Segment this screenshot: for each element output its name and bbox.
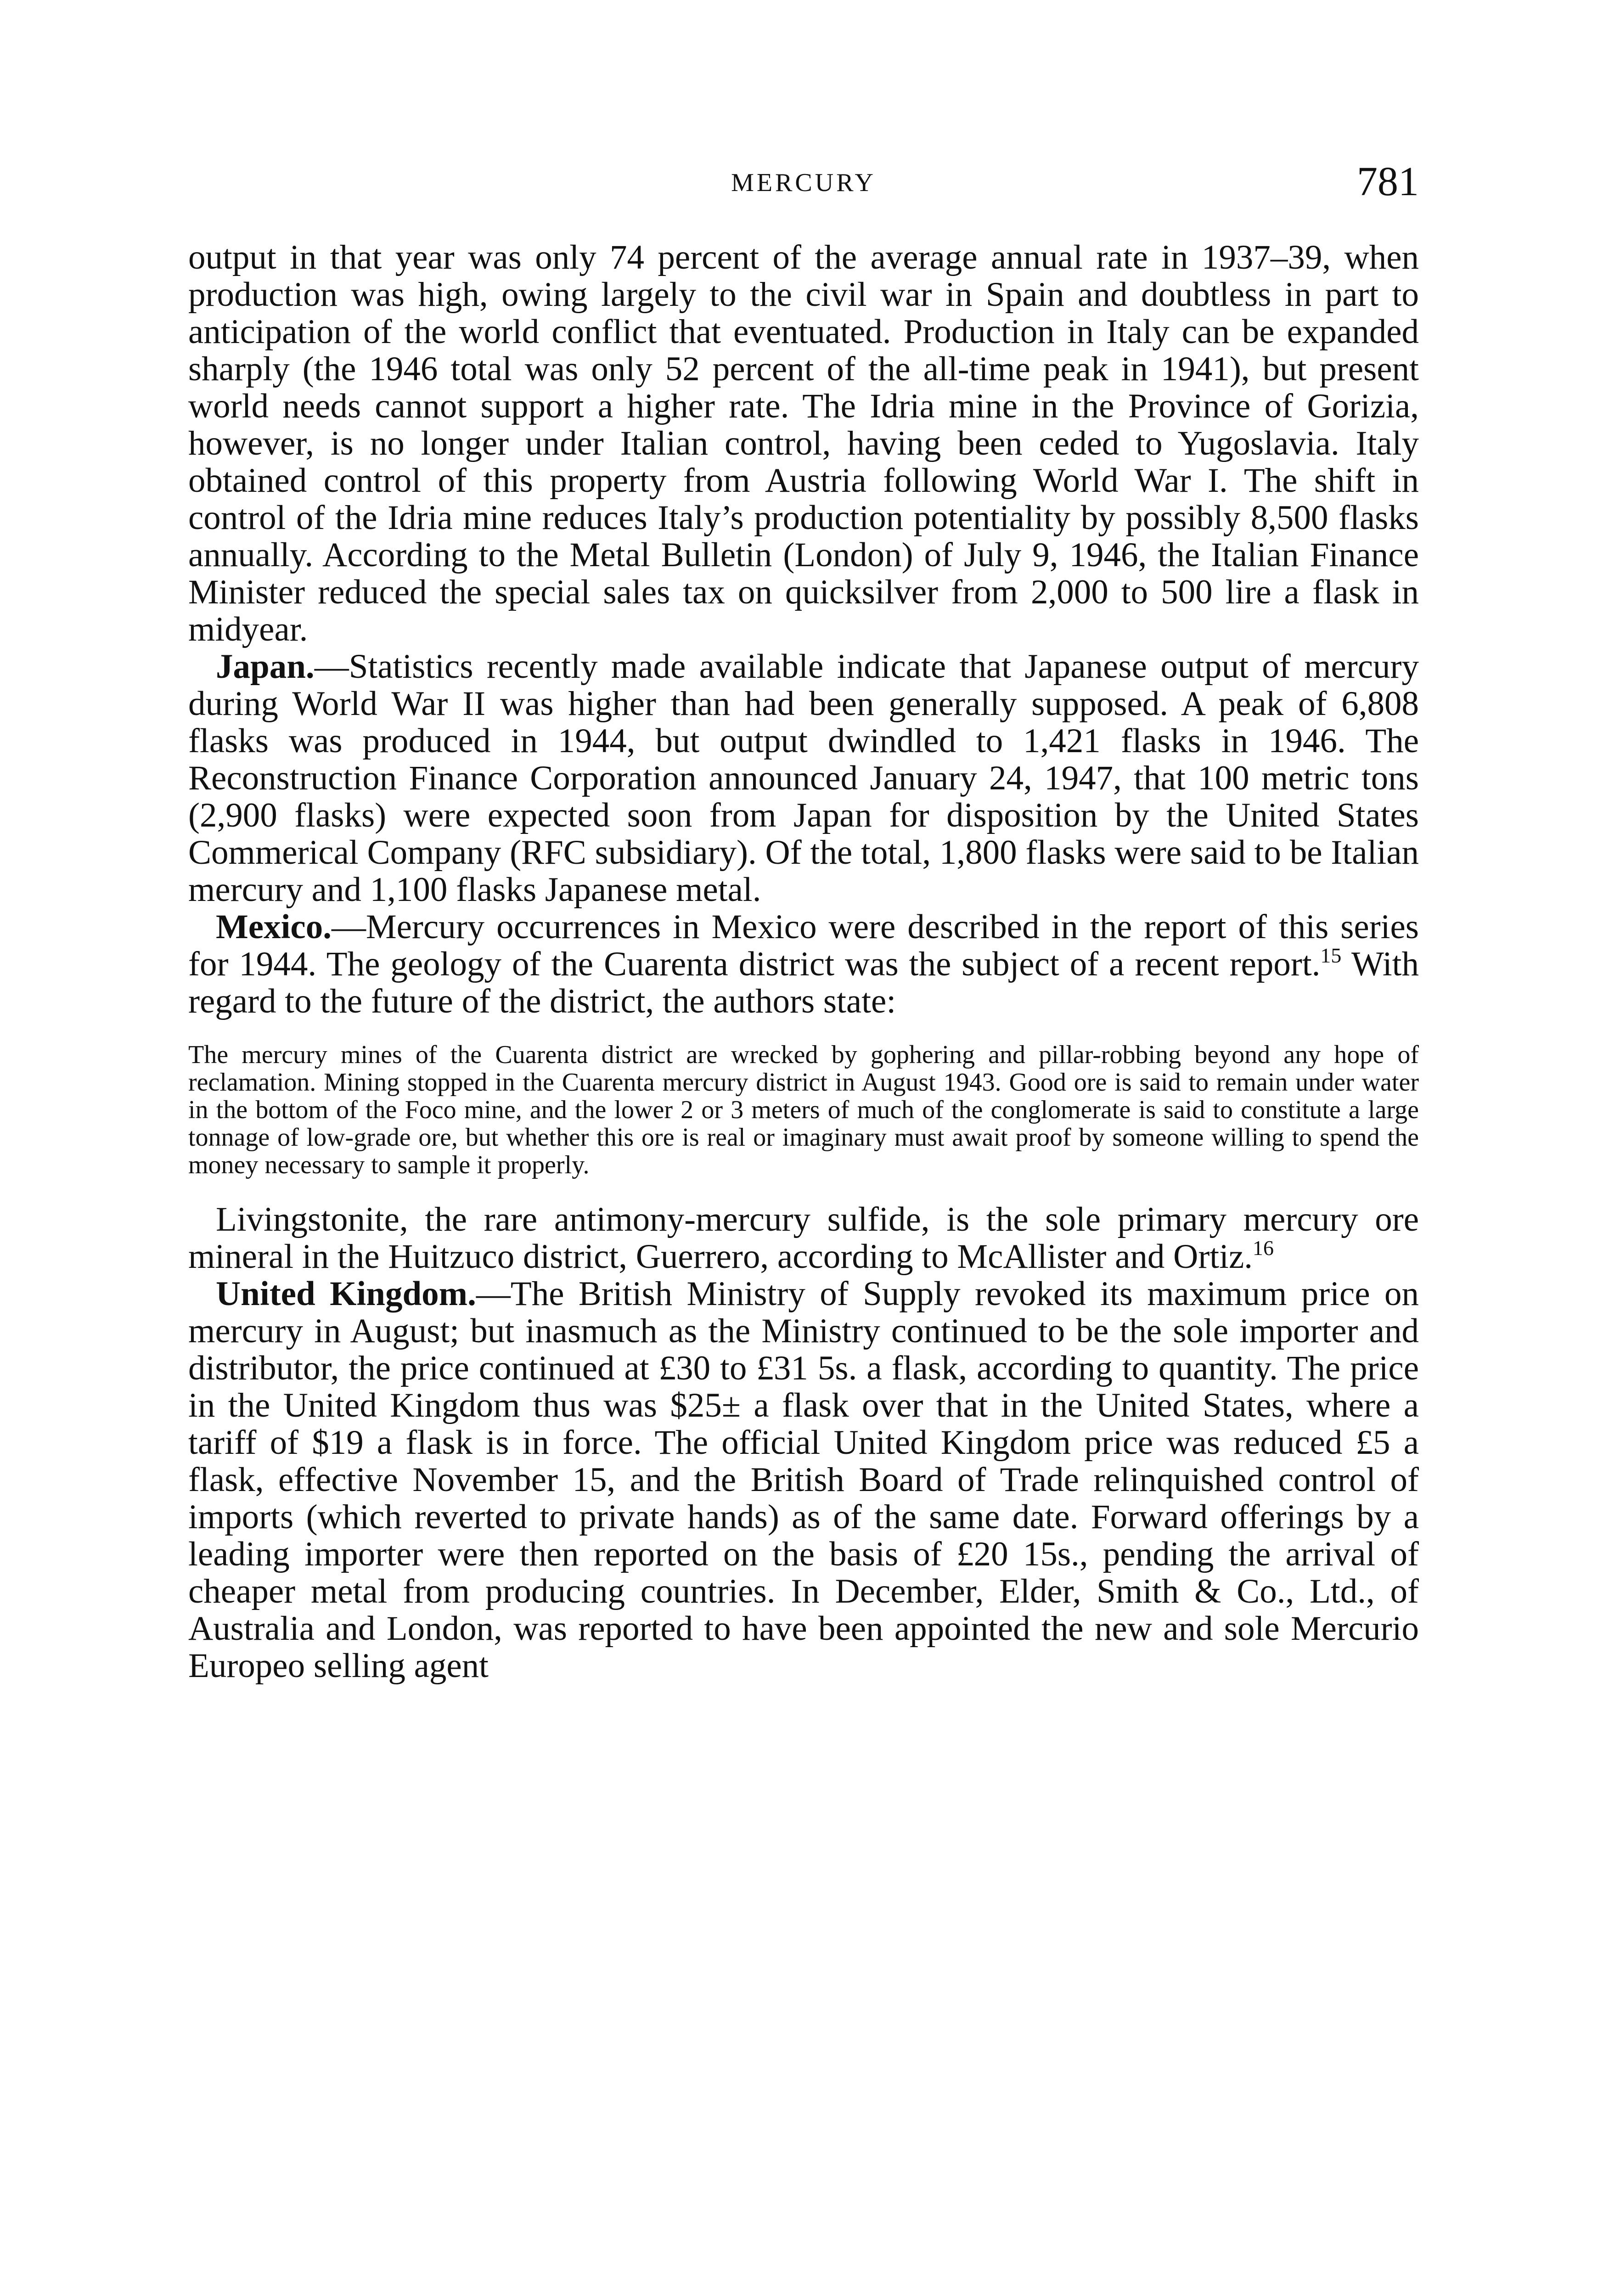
body-column <box>188 239 1419 1684</box>
running-header <box>188 159 1419 212</box>
block-quote: The mercury mines of the Cuarenta district are wrecked by gophering and pillar-robbing beyond any hope of reclamation. Mining stopped in the Cuarenta mercury district in August 1943. Good ore is said to remain under water in the bottom of the Foco mine, and the lower 2 or 3 meters of much of the conglomerate is said to constitute a large tonnage of low-grade ore, but whether this ore is real or imaginary must await proof by someone willing to spend the money necessary to sample it properly. <box>188 1041 1419 1179</box>
paragraph-japan-text: —Statistics recently made available indicate that Japanese output of mercury during World War II was higher than had been generally supposed. A peak of 6,808 flasks was produced in 1944, but output dwindled to 1,421 flasks in 1946. The Reconstruction Finance Corporation announced January 24, 1947, that 100 metric tons (2,900 flasks) were expected soon from Japan for disposition by the United States Commerical Company (RFC subsidiary). Of the total, 1,800 flasks were said to be Italian mercury and 1,100 flasks Japanese metal. <box>188 647 1419 909</box>
section-heading-united-kingdom: United Kingdom. <box>216 1275 476 1313</box>
paragraph-united-kingdom-text: —The British Ministry of Supply revoked its maximum price on mercury in August; but inasmuch as the Ministry continued to be the sole importer and distributor, the price continued at £30 to £31 5s. a flask, according to quantity. The price in the United Kingdom thus was $25± a flask over that in the United States, where a tariff of $19 a flask is in force. The official United Kingdom price was reduced £5 a flask, effective November 15, and the British Board of Trade relinquished control of imports (which reverted to private hands) as of the same date. Forward offerings by a leading importer were then reported on the basis of £20 15s., pending the arrival of cheaper metal from producing countries. In December, Elder, Smith & Co., Ltd., of Australia and London, was reported to have been appointed the new and sole Mercurio Europeo selling agent <box>188 1275 1419 1685</box>
paragraph-mexico <box>188 908 1419 1020</box>
section-heading-japan: Japan. <box>216 647 315 686</box>
paragraph-japan <box>188 648 1419 908</box>
footnote-ref-15: 15 <box>1320 944 1342 967</box>
paragraph-mexico-text-continued: With regard to the future of the district, the authors state: <box>188 945 1419 1020</box>
paragraph-livingstonite <box>188 1201 1419 1275</box>
paragraph-mexico-text: —Mercury occurrences in Mexico were described in the report of this series for 1944. The geology of the Cuarenta district was the subject of a recent report. <box>188 908 1419 983</box>
paragraph-italy-continued: output in that year was only 74 percent of the average annual rate in 1937–39, when production was high, owing largely to the civil war in Spain and doubtless in part to anticipation of the world conflict that eventuated. Production in Italy can be expanded sharply (the 1946 total was only 52 percent of the all-time peak in 1941), but present world needs cannot support a higher rate. The Idria mine in the Province of Gorizia, however, is no longer under Italian control, having been ceded to Yugoslavia. Italy obtained control of this property from Austria following World War I. The shift in control of the Idria mine reduces Italy’s production potentiality by possibly 8,500 flasks annually. According to the Metal Bulletin (London) of July 9, 1946, the Italian Finance Minister reduced the special sales tax on quicksilver from 2,000 to 500 lire a flask in midyear. <box>188 238 1419 648</box>
page-number: 781 <box>1357 159 1419 204</box>
paragraph-united-kingdom <box>188 1275 1419 1684</box>
footnote-ref-16: 16 <box>1253 1236 1274 1260</box>
section-heading-mexico: Mexico. <box>216 908 332 946</box>
running-title: MERCURY <box>731 169 876 197</box>
paragraph-livingstonite-text: Livingstonite, the rare antimony-mercury sulfide, is the sole primary mercury ore mineral in the Huitzuco district, Guerrero, according to McAllister and Ortiz. <box>188 1200 1419 1276</box>
